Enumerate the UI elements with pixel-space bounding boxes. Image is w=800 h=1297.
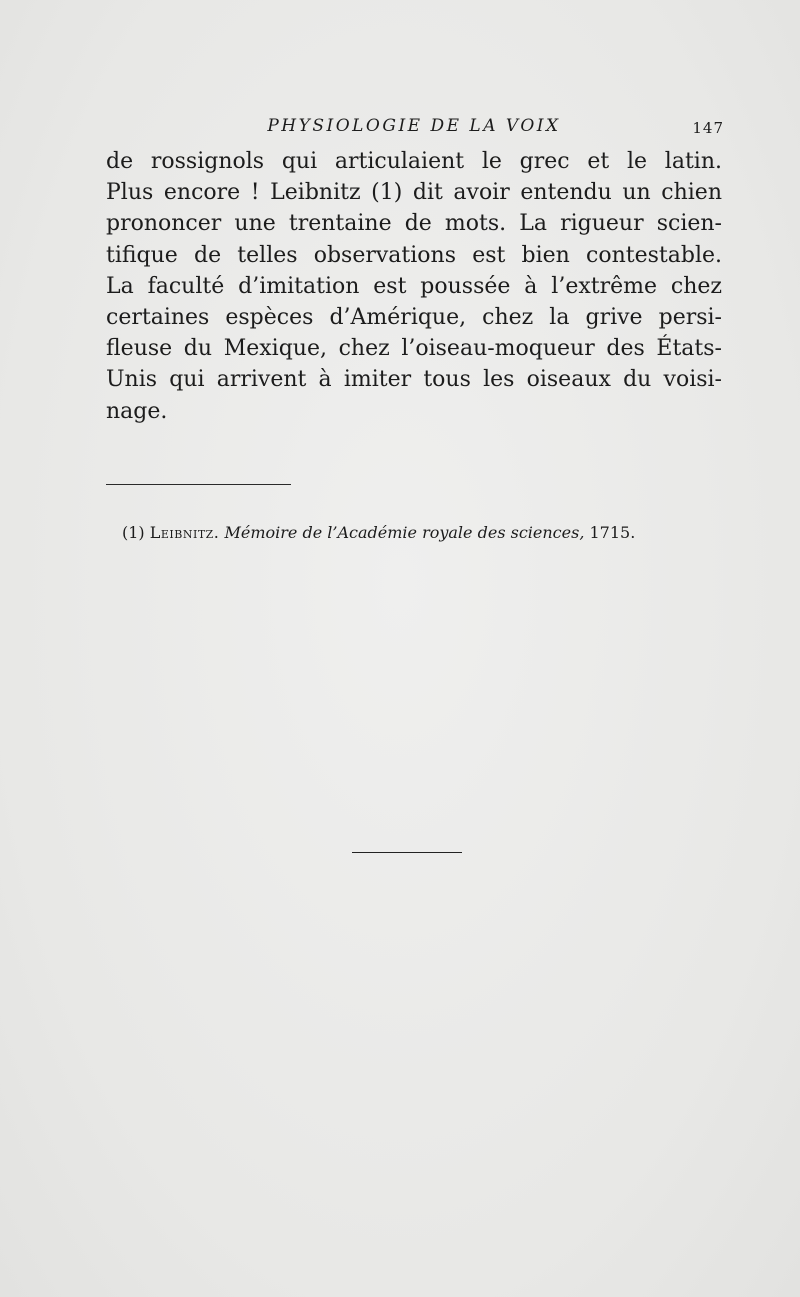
end-of-chapter-rule xyxy=(352,852,462,853)
body-line: prononcer une trentaine de mots. La rigueur scien- xyxy=(106,211,722,237)
footnote-year: 1715. xyxy=(589,523,636,542)
body-line: de rossignols qui articulaient le grec et le latin. xyxy=(106,149,722,174)
footnote-marker: (1) xyxy=(122,523,145,542)
running-title: PHYSIOLOGIE DE LA VOIX xyxy=(267,116,561,136)
body-line: tifique de telles observations est bien contestable. xyxy=(106,242,722,268)
footnote-title: Mémoire de l’Académie royale des sciences, xyxy=(224,523,585,542)
running-head xyxy=(108,116,724,140)
body-line: La faculté d’imitation est poussée à l’extrême chez xyxy=(106,273,722,299)
body-line: Unis qui arrivent à imiter tous les oiseaux du voisi- xyxy=(106,367,722,393)
footnote xyxy=(122,522,722,544)
footnote-separator xyxy=(106,484,291,485)
footnote-author: Leibnitz. xyxy=(149,523,220,542)
body-line: certaines espèces d’Amérique, chez la grive persi- xyxy=(106,304,722,330)
page-number: 147 xyxy=(692,119,724,137)
body-line: nage. xyxy=(106,398,168,424)
body-paragraph xyxy=(106,146,722,427)
body-line: Plus encore ! Leibnitz (1) dit avoir entendu un chien xyxy=(106,180,722,206)
body-line: fleuse du Mexique, chez l’oiseau-moqueur des États- xyxy=(106,336,722,362)
